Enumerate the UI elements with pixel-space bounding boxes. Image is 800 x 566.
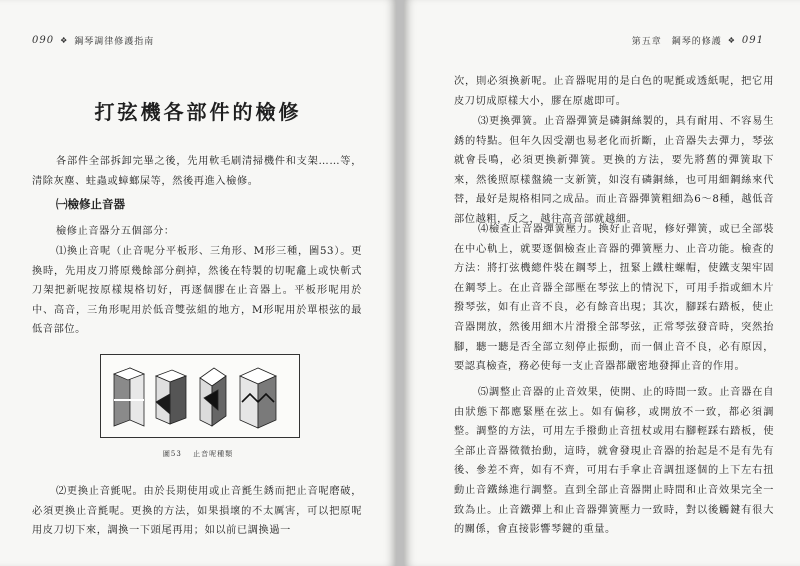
- right-running-title: 第五章 鋼琴的修護: [631, 37, 722, 47]
- m-felt-drawing: [240, 368, 276, 428]
- ornament-icon: ❖: [727, 36, 736, 45]
- triangle-felt-drawing: [156, 370, 186, 424]
- left-running-head: [32, 34, 154, 47]
- ornament-icon: ❖: [60, 36, 69, 45]
- right-page: [404, 0, 800, 566]
- right-running-head: [632, 34, 764, 47]
- item-3-paragraph: ⑶更換彈簧。止音器彈簧是磷銅絲製的，具有耐用、不容易生銹的特點。但年久因受潮也易老化而折斷，止音器失去彈力，琴弦就會長鳴，必須更換新彈簧。更換的方法，要先將舊的彈簧取下來，然後照原樣盤繞一支新簧，如沒有磷銅絲，也可用細鋼絲來代替，最好是規格相同之成品。而止音器彈簧粗細為6～8種，越低音部位越粗，反之，越往高音部就越細。: [454, 116, 774, 225]
- chapter-title: 打弦機各部件的檢修: [94, 100, 302, 124]
- item-1-paragraph: ⑴換止音呢（止音呢分平板形、三角形、M形三種，圖53）。更換時，先用皮刀將原幾餘部分剷掉，然後在特製的切呢龕上或快斬式刀架把新呢按原樣規格切好，再逐個膠在止音器上。平板形呢用於中、高音，三角形呢用於低音雙弦組的地方，M形呢用於單根弦的最低音部位。: [32, 246, 362, 336]
- section-heading: ㈠檢修止音器: [56, 197, 125, 211]
- left-running-title: 鋼琴調律修護指南: [74, 37, 155, 47]
- left-page: [0, 0, 396, 566]
- right-page-number: 091: [741, 35, 764, 46]
- wedge-felt-drawing: [200, 368, 226, 426]
- damper-felt-figure: [100, 354, 300, 438]
- book-gutter: [396, 0, 404, 566]
- item-5-paragraph: ⑸調整止音器的止音效果，使開、止的時間一致。止音器在自由狀態下都應緊壓在弦上。如有偏移，或開放不一致，都必須調整。調整的方法，可用左手撥動止音扭杖或用右腳輕踩右踏板，使全部止音器徵微抬動，這時，就會發現止音器的抬起是不是有先有後、參差不齊，如有不齊，可用右手拿止音調扭逐個的上下左右扭動止音鐵絲進行調整。直到全部止音器開止時間和止音效果完全一致為止。止音鐵彈上和止音器彈簧壓力一致時，對以後觸鍵有很大的關係，會直接影響琴鍵的重量。: [454, 387, 774, 536]
- figure-caption-text: 止音呢種類: [193, 450, 234, 458]
- continued-paragraph: 次，則必須換新呢。止音器呢用的是白色的呢氈或透紙呢，把它用皮刀切成原樣大小，膠在原處即可。: [454, 76, 774, 107]
- figure-caption: [0, 449, 396, 459]
- left-page-number: 090: [32, 35, 55, 46]
- item-2-paragraph: ⑵更換止音氈呢。由於長期使用或止音氈生銹而把止音呢磨破，必須更換止音氈呢。更換的方法，如果損壞的不太厲害，可以把原呢用皮刀切下來，調換一下頭尾再用；如以前已調換過一: [32, 486, 362, 537]
- figure-number: 圖53: [162, 450, 182, 458]
- item-4-paragraph: ⑷檢查止音器彈簧壓力。換好止音呢，修好彈簧，或已全部裝在中心軌上，就要逐個檢查止音器的彈簧壓力、止音功能。檢查的方法：將打弦機總件裝在鋼琴上，扭緊上鐵柱螺帽，使鐵支架牢固在鋼琴上。在止音器全部壓在琴弦上的情況下，可用手指或細木片撥琴弦，如有止音不良，必有餘音出現；其次，腳踩右踏板，使止音器開放，然後用細木片滑撥全部琴弦，正常琴弦發音時，突然抬腳，聽一聽是否全部立刻停止振動，而一個止音不良，必有原因，要認真檢查，務必使每一支止音器都嚴密地發揮止音的作用。: [454, 224, 774, 373]
- section-intro: 檢修止音器分五個部分：: [56, 226, 175, 237]
- flat-felt-drawing: [114, 368, 144, 426]
- intro-paragraph: 各部件全部拆卸完畢之後，先用軟毛刷清掃機件和支架……等，清除灰塵、蛀蟲或蟑螂屎等，然後再進入檢修。: [32, 156, 362, 187]
